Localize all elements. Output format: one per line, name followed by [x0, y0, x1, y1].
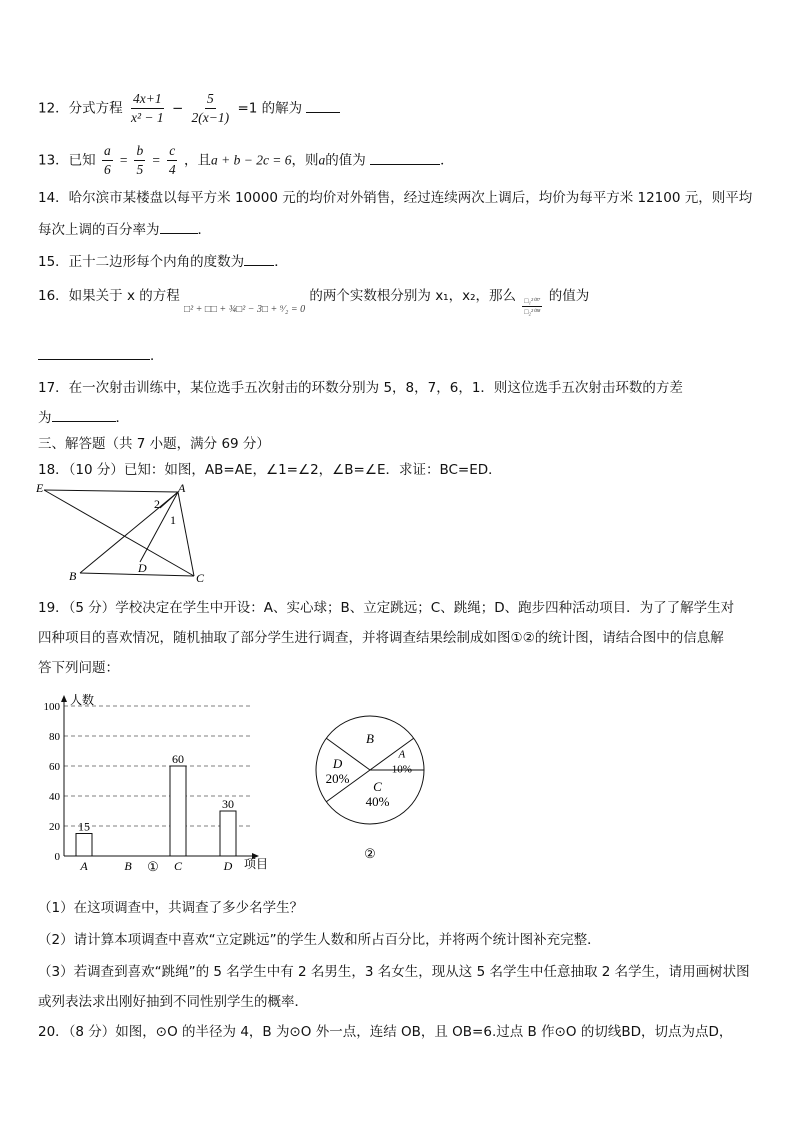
label-A: A	[178, 481, 186, 495]
q14-l2: 每次上调的百分率为	[38, 222, 160, 238]
q13-frac-b: $\frac{b}{5}$	[136, 143, 144, 177]
label-C: C	[196, 571, 205, 584]
q17-end: ．	[115, 410, 129, 426]
q13-post: ，则	[291, 152, 319, 169]
data-label: 15	[78, 819, 90, 834]
section-heading: 三、解答题（共 7 小题，满分 69 分）	[38, 436, 270, 452]
label-E: E	[36, 481, 44, 495]
bar	[76, 834, 92, 857]
question-20: 20．（8 分）如图，⊙O 的半径为 4，B 为⊙O 外一点，连结 OB，且 OB=6.过点 B 作⊙O 的切线BD，切点为点D，	[38, 1024, 733, 1040]
y-tick-label: 0	[54, 851, 60, 863]
q13-eq2: =	[151, 152, 161, 168]
answer-blank	[160, 219, 198, 234]
answer-blank	[306, 98, 340, 113]
q16-ratio: $\frac{\text{□₁²⁰¹⁷}}{\text{□₂²⁰¹⁸}}$	[524, 296, 541, 316]
question-19-line-3: 答下列问题：	[38, 660, 119, 676]
q12-prefix: 12．分式方程	[38, 100, 123, 117]
y-axis-arrow	[61, 695, 67, 702]
bar-chart	[32, 688, 278, 880]
question-19-sub-3b: 或列表法求出刚好抽到不同性别学生的概率．	[38, 994, 308, 1010]
slice-label: A	[398, 748, 406, 761]
q13-condition: a + b − 2c = 6	[210, 152, 292, 168]
slice-label: D	[332, 756, 343, 771]
q16-prefix: 16．如果关于 x 的方程	[38, 288, 180, 304]
answer-blank	[52, 407, 116, 422]
question-19-line-2: 四种项目的喜欢情况，随机抽取了部分学生进行调查，并将调查结果绘制成如图①②的统计图，请结合图中的信息解	[38, 630, 724, 646]
question-19-line-1: 19．（5 分）学校决定在学生中开设：A、实心球；B、立定跳远；C、跳绳；D、跑步四种活动项目．为了了解学生对	[38, 600, 735, 616]
question-17-line-2	[38, 406, 129, 426]
q16-equation: □² + □□ + ¾□² − 3□ + ⁹⁄₂ = 0	[184, 304, 306, 315]
q15-end: ．	[274, 254, 288, 270]
y-tick-label: 40	[49, 791, 60, 803]
q13-frac-c: $\frac{c}{4}$	[168, 143, 176, 177]
data-label: 60	[172, 752, 184, 766]
q12-fraction-2: $\frac{5}{2(x-1)}$	[191, 91, 230, 125]
q13-prefix: 13．已知	[38, 152, 96, 169]
slice-percent: 10%	[391, 763, 412, 776]
q12-suffix: =1 的解为	[237, 100, 303, 117]
answer-blank	[38, 345, 150, 360]
q13-var: a	[318, 152, 326, 168]
label-two: 2	[154, 497, 160, 511]
q13-eq1: =	[119, 152, 129, 168]
x-tick-label: A	[80, 859, 88, 873]
q13-frac-a: $\frac{a}{6}$	[103, 143, 111, 177]
question-19-sub-1: （1）在这项调查中，共调查了多少名学生？	[38, 900, 304, 916]
y-tick-label: 60	[49, 761, 60, 773]
slice-label: B	[366, 731, 374, 746]
x-axis-title: 项目	[244, 857, 269, 871]
q16-suffix: 的值为	[548, 288, 590, 304]
q16-mid: 的两个实数根分别为 x₁，x₂，那么	[309, 288, 516, 304]
question-15	[38, 250, 288, 270]
question-18: 18．（10 分）已知：如图，AB=AE，∠1=∠2，∠B=∠E．求证：BC=ED．	[38, 462, 502, 478]
slice-percent: 20%	[325, 771, 350, 786]
q12-fraction-1: $\frac{4x+1}{\text{x² − 1}}$	[130, 91, 164, 125]
bar	[170, 766, 186, 856]
q14-end: ．	[197, 222, 211, 238]
answer-blank	[244, 251, 274, 266]
figure-label: ②	[364, 846, 376, 861]
figure-label: ①	[147, 859, 159, 874]
label-one: 1	[170, 513, 176, 527]
data-label: 30	[222, 797, 234, 811]
q15-text: 15．正十二边形每个内角的度数为	[38, 254, 245, 270]
x-tick-label: C	[173, 859, 183, 873]
slice-percent: 40%	[365, 794, 390, 810]
q12-minus: −	[171, 100, 184, 117]
question-12	[38, 90, 340, 127]
y-tick-label: 20	[49, 821, 60, 833]
bar	[220, 811, 236, 856]
pie-chart	[308, 690, 432, 872]
q16-end: ．	[150, 348, 164, 364]
label-D: D	[138, 561, 147, 575]
q17-l2: 为	[38, 410, 52, 426]
question-14-line-2	[38, 218, 211, 238]
answer-blank	[370, 150, 440, 165]
geometry-figure-q18	[36, 480, 208, 584]
y-tick-label: 80	[49, 731, 60, 743]
q13-mid: ，且	[183, 152, 211, 169]
question-16-answer	[38, 344, 164, 364]
x-tick-label: D	[223, 859, 233, 873]
question-19-sub-3a: （3）若调查到喜欢“跳绳”的 5 名学生中有 2 名男生，3 名女生，现从这 5 名学生中任意抽取 2 名学生，请用画树状图	[38, 964, 750, 980]
label-B: B	[69, 569, 77, 583]
question-13	[38, 142, 454, 179]
slice-label: C	[373, 779, 382, 795]
q13-suffix: 的值为	[325, 152, 366, 169]
y-axis-title: 人数	[70, 693, 95, 707]
x-tick-label: B	[124, 859, 132, 873]
question-17-line-1: 17．在一次射击训练中，某位选手五次射击的环数分别为 5，8，7，6，1．则这位选手五次射击环数的方差	[38, 380, 683, 396]
question-19-sub-2: （2）请计算本项调查中喜欢“立定跳远”的学生人数和所占百分比，并将两个统计图补充完整．	[38, 932, 601, 948]
q13-end: ．	[440, 152, 454, 169]
question-14-line-1: 14．哈尔滨市某楼盘以每平方米 10000 元的均价对外销售，经过连续两次上调后，均价为每平方米 12100 元，则平均	[38, 190, 753, 206]
y-tick-label: 100	[43, 701, 60, 713]
